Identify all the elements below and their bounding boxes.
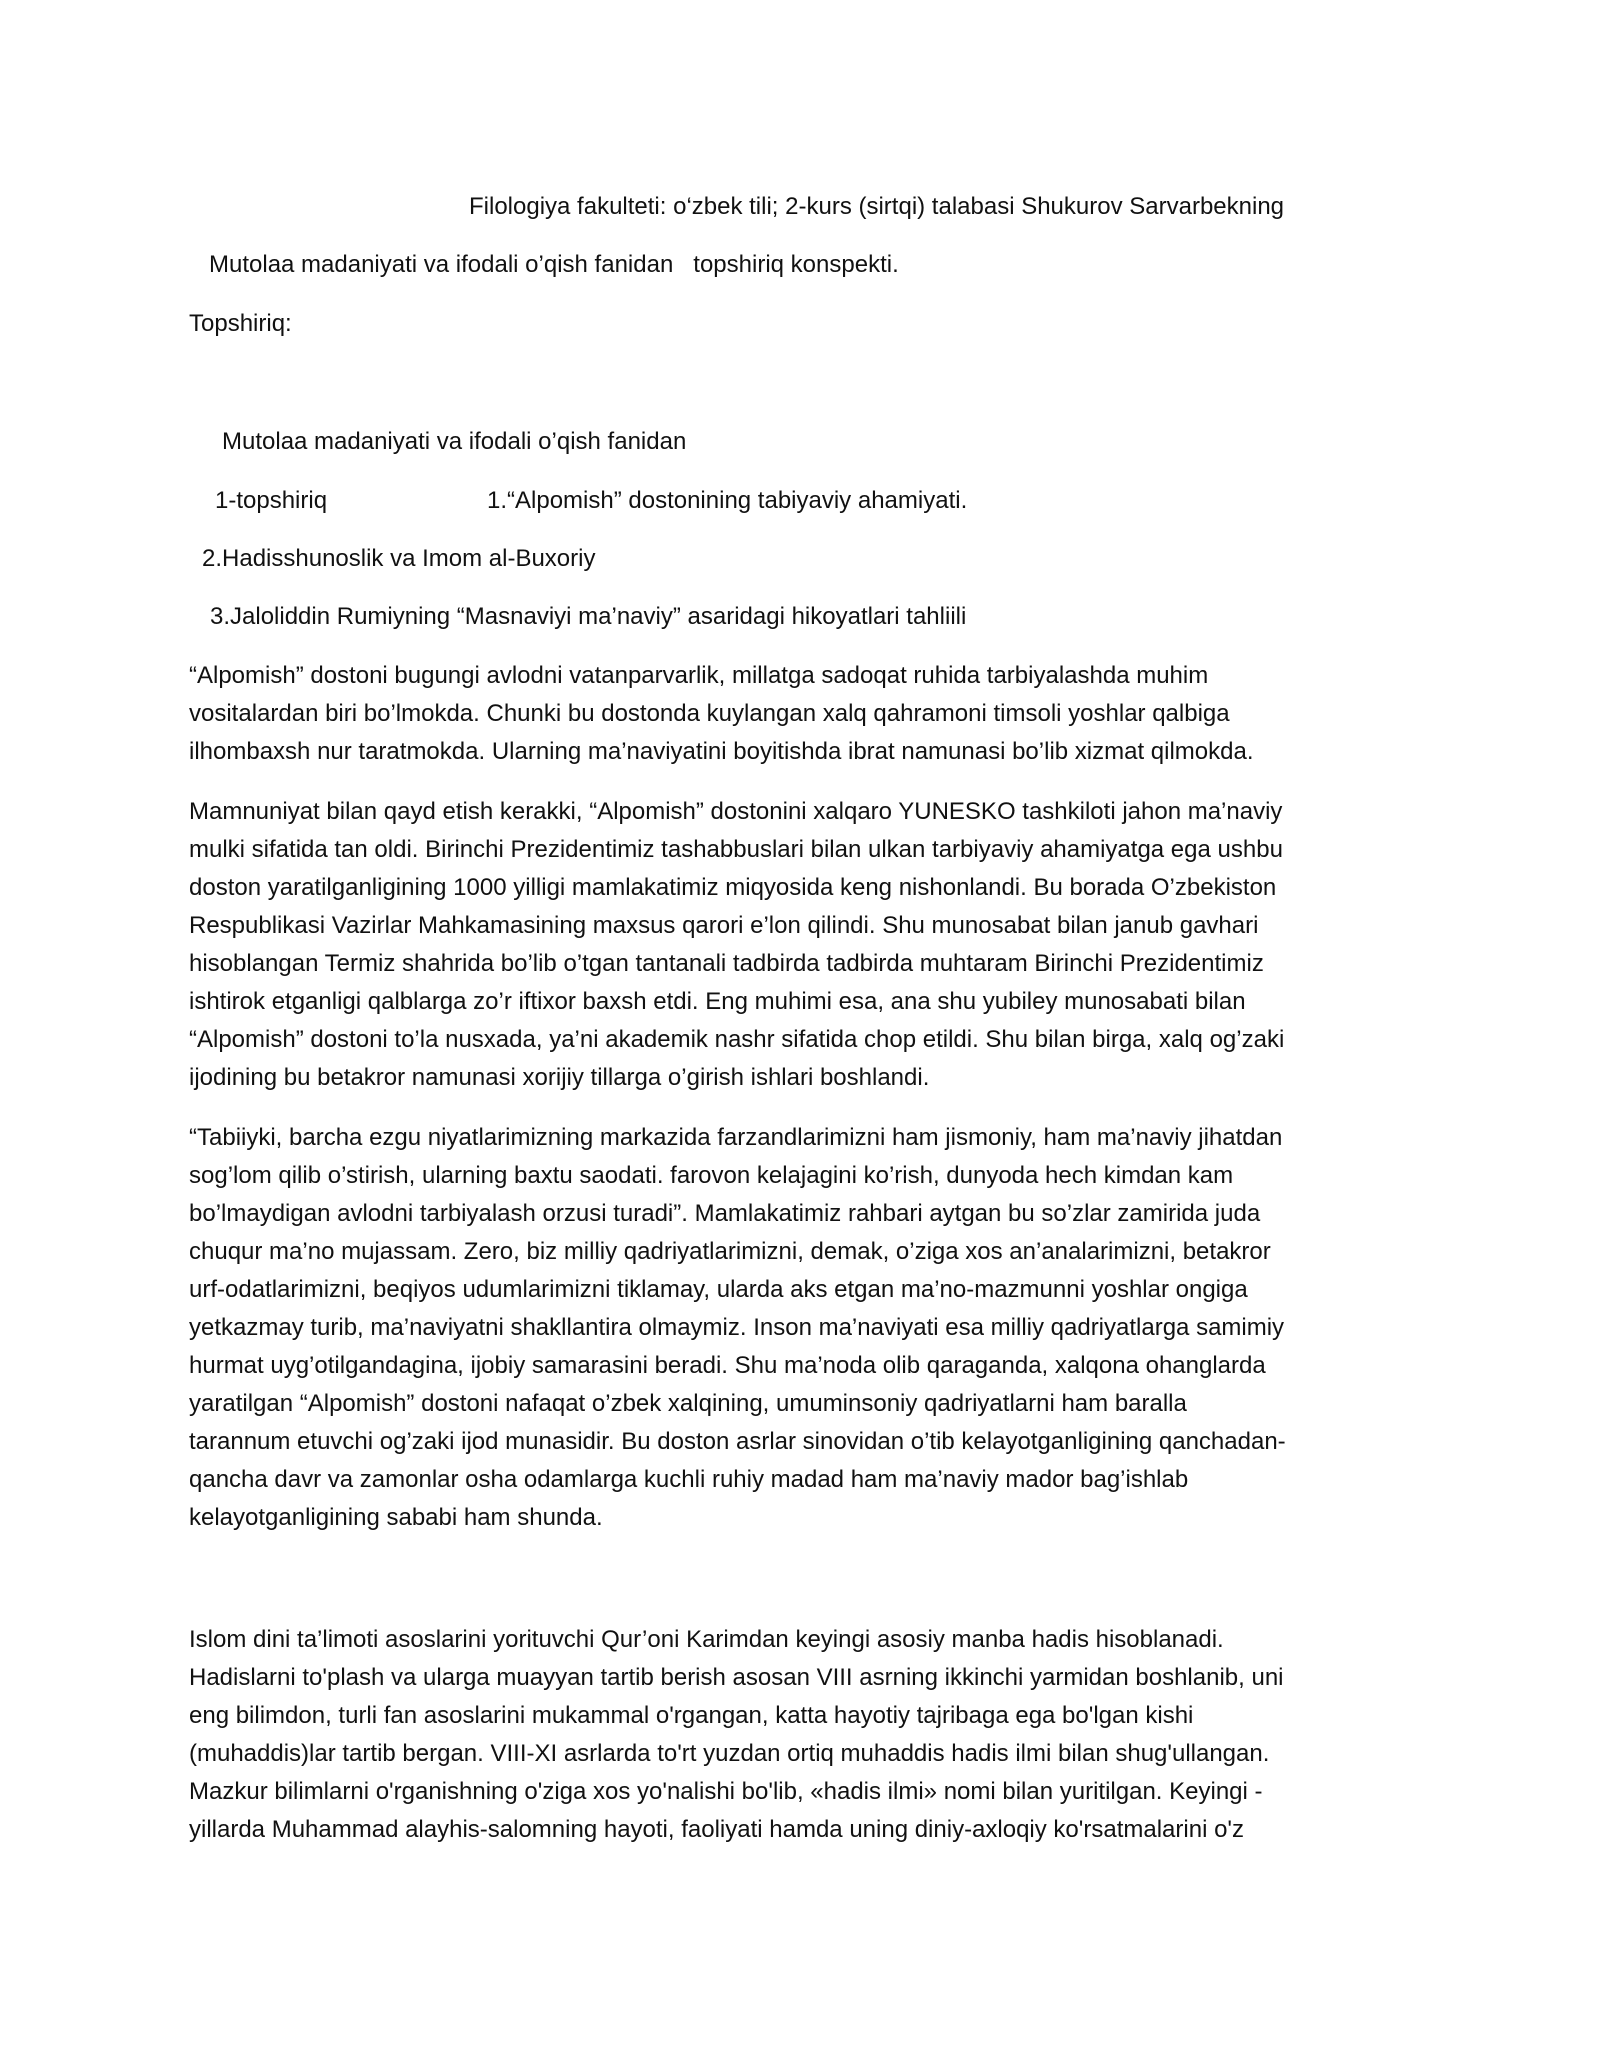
- paragraph-line: chuqur ma’no mujassam. Zero, biz milliy qadriyatlarimizni, demak, o’ziga xos an’analarimizni, betakror: [189, 1238, 1271, 1265]
- paragraph-line: Hadislarni to'plash va ularga muayyan tartib berish asosan VIII asrning ikkinchi yarmidan boshlanib, uni: [189, 1664, 1284, 1691]
- paragraph-line: mulki sifatida tan oldi. Birinchi Prezidentimiz tashabbuslari bilan ulkan tarbiyaviy ahamiyatga ega ushbu: [189, 836, 1283, 863]
- paragraph-line: hisoblangan Termiz shahrida bo’lib o’tgan tantanali tadbirda tadbirda muhtaram Birinchi Prezidentimiz: [189, 950, 1264, 977]
- paragraph-line: eng bilimdon, turli fan asoslarini mukammal o'rgangan, katta hayotiy tajribaga ega bo'lgan kishi: [189, 1702, 1194, 1729]
- paragraph-line: ishtirok etganligi qalblarga zo’r iftixor baxsh etdi. Eng muhimi esa, ana shu yubiley munosabati bilan: [189, 988, 1246, 1015]
- paragraph-line: yetkazmay turib, ma’naviyatni shakllantira olmaymiz. Inson ma’naviyati esa milliy qadriyatlarga samimiy: [189, 1314, 1285, 1341]
- paragraph-line: Mamnuniyat bilan qayd etish kerakki, “Alpomish” dostonini xalqaro YUNESKO tashkiloti jahon ma’naviy: [189, 798, 1283, 825]
- paragraph-line: tarannum etuvchi og’zaki ijod munasidir. Bu doston asrlar sinovidan o’tib kelayotganligining qanchadan-: [189, 1428, 1286, 1455]
- paragraph-line: qancha davr va zamonlar osha odamlarga kuchli ruhiy madad ham ma’naviy mador bag’ishlab: [189, 1466, 1189, 1493]
- faculty-line: Filologiya fakulteti: o‘zbek tili; 2-kurs (sirtqi) talabasi Shukurov Sarvarbekning: [469, 193, 1285, 220]
- paragraph-line: vositalardan biri bo’lmokda. Chunki bu dostonda kuylangan xalq qahramoni timsoli yoshlar qalbiga: [189, 700, 1230, 727]
- paragraph-line: ilhombaxsh nur taratmokda. Ularning ma’naviyatini boyitishda ibrat namunasi bo’lib xizmat qilmokda.: [189, 738, 1254, 765]
- paragraph-line: Mazkur bilimlarni o'rganishning o'ziga xos yo'nalishi bo'lib, «hadis ilmi» nomi bilan yuritilgan. Keyingi -: [189, 1778, 1263, 1805]
- task-item-2: 2.Hadisshunoslik va Imom al-Buxoriy: [202, 545, 596, 572]
- paragraph-2: [189, 793, 1419, 1097]
- paragraph-line: sog’lom qilib o’stirish, ularning baxtu saodati. farovon kelajagini ko’rish, dunyoda hech kimdan kam: [189, 1162, 1234, 1189]
- paragraph-line: (muhaddis)lar tartib bergan. VIII-XI asrlarda to'rt yuzdan ortiq muhaddis hadis ilmi bilan shug'ullangan.: [189, 1740, 1270, 1767]
- paragraph-line: bo’lmaydigan avlodni tarbiyalash orzusi turadi”. Mamlakatimiz rahbari aytgan bu so’zlar zamirida juda: [189, 1200, 1261, 1227]
- paragraph-line: ijodining bu betakror namunasi xorijiy tillarga o’girish ishlari boshlandi.: [189, 1064, 930, 1091]
- task-item-3: 3.Jaloliddin Rumiyning “Masnaviyi ma’naviy” asaridagi hikoyatlari tahliili: [210, 603, 967, 630]
- paragraph-3: [189, 1119, 1419, 1537]
- task-item-1: 1.“Alpomish” dostonining tabiyaviy ahamiyati.: [487, 487, 968, 514]
- paragraph-line: “Alpomish” dostoni bugungi avlodni vatanparvarlik, millatga sadoqat ruhida tarbiyalashda muhim: [189, 662, 1209, 689]
- paragraph-line: “Tabiiyki, barcha ezgu niyatlarimizning markazida farzandlarimizni ham jismoniy, ham ma’naviy jihatdan: [189, 1124, 1283, 1151]
- paragraph-line: Islom dini ta’limoti asoslarini yorituvchi Qur’oni Karimdan keyingi asosiy manba hadis hisoblanadi.: [189, 1626, 1224, 1653]
- subject-line: Mutolaa madaniyati va ifodali o’qish fanidan topshiriq konspekti.: [209, 251, 899, 278]
- paragraph-line: doston yaratilganligining 1000 yilligi mamlakatimiz miqyosida keng nishonlandi. Bu borada O’zbekiston: [189, 874, 1277, 901]
- paragraph-line: “Alpomish” dostoni to’la nusxada, ya’ni akademik nashr sifatida chop etildi. Shu bilan birga, xalq og’zaki: [189, 1026, 1285, 1053]
- paragraph-4: [189, 1621, 1419, 1849]
- task-label: Topshiriq:: [189, 310, 292, 337]
- paragraph-line: Respublikasi Vazirlar Mahkamasining maxsus qarori e’lon qilindi. Shu munosabat bilan janub gavhari: [189, 912, 1259, 939]
- paragraph-line: yillarda Muhammad alayhis-salomning hayoti, faoliyati hamda uning diniy-axloqiy ko'rsatmalarini o'z: [189, 1816, 1244, 1843]
- paragraph-line: kelayotganligining sababi ham shunda.: [189, 1504, 603, 1531]
- paragraph-line: yaratilgan “Alpomish” dostoni nafaqat o’zbek xalqining, umuminsoniy qadriyatlarni ham baralla: [189, 1390, 1187, 1417]
- paragraph-1: [189, 657, 1419, 771]
- paragraph-line: hurmat uyg’otilgandagina, ijobiy samarasini beradi. Shu ma’noda olib qaraganda, xalqona ohanglarda: [189, 1352, 1266, 1379]
- paragraph-line: urf-odatlarimizni, beqiyos udumlarimizni tiklamay, ularda aks etgan ma’no-mazmunni yoshlar ongiga: [189, 1276, 1248, 1303]
- task-subject: Mutolaa madaniyati va ifodali o’qish fanidan: [222, 428, 687, 455]
- task-number: 1-topshiriq: [215, 487, 328, 514]
